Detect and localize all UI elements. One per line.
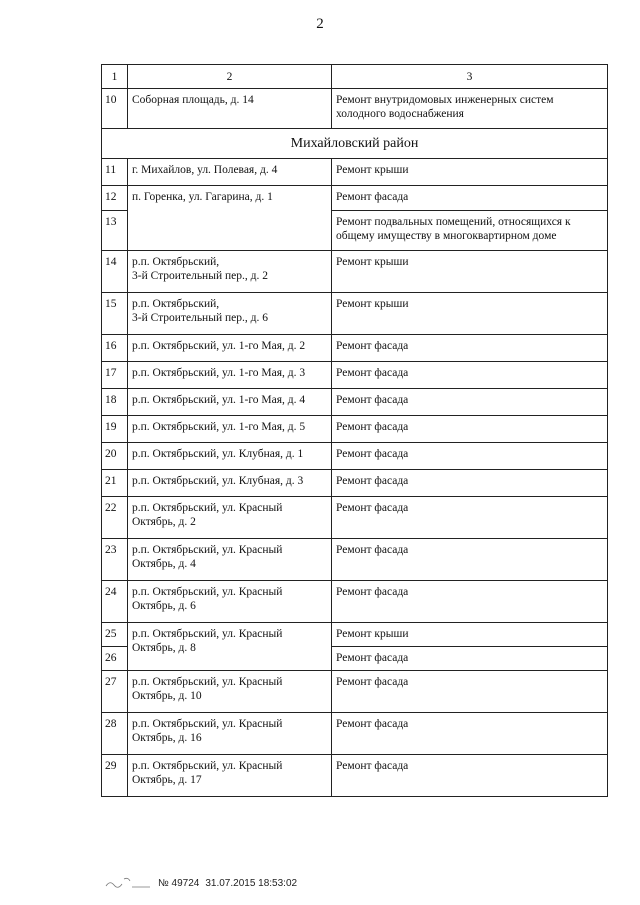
row-work: Ремонт крыши (332, 251, 608, 293)
row-address: р.п. Октябрьский, ул. Красный Октябрь, д. 17 (128, 755, 332, 797)
table-row (102, 186, 608, 211)
row-number: 16 (102, 335, 128, 362)
table-row (102, 251, 608, 293)
row-work: Ремонт фасада (332, 186, 608, 211)
row-work: Ремонт фасада (332, 647, 608, 671)
page-number: 2 (316, 16, 324, 32)
table-row (102, 713, 608, 755)
table-row (102, 335, 608, 362)
row-work: Ремонт фасада (332, 497, 608, 539)
table-row (102, 89, 608, 129)
row-work: Ремонт внутридомовых инженерных систем холодного водоснабжения (332, 89, 608, 129)
row-number: 20 (102, 443, 128, 470)
row-work: Ремонт крыши (332, 159, 608, 186)
row-number: 26 (102, 647, 128, 671)
row-address: п. Горенка, ул. Гагарина, д. 1 (128, 186, 332, 251)
row-work: Ремонт фасада (332, 416, 608, 443)
row-address: р.п. Октябрьский, ул. Красный Октябрь, д. 8 (128, 623, 332, 671)
row-number: 25 (102, 623, 128, 647)
row-address: р.п. Октябрьский, ул. Красный Октябрь, д. 4 (128, 539, 332, 581)
signature-stamp-icon (104, 876, 152, 890)
row-work: Ремонт крыши (332, 293, 608, 335)
table-row (102, 470, 608, 497)
row-address: р.п. Октябрьский, ул. 1-го Мая, д. 3 (128, 362, 332, 389)
row-address: р.п. Октябрьский, ул. Клубная, д. 1 (128, 443, 332, 470)
row-work: Ремонт подвальных помещений, относящихся к общему имуществу в многоквартирном доме (332, 211, 608, 251)
row-address: р.п. Октябрьский, ул. Клубная, д. 3 (128, 470, 332, 497)
table-row (102, 293, 608, 335)
document-datetime: 31.07.2015 18:53:02 (205, 877, 298, 889)
row-number: 13 (102, 211, 128, 251)
document-footer (104, 876, 297, 890)
row-number: 23 (102, 539, 128, 581)
row-work: Ремонт фасада (332, 470, 608, 497)
row-number: 18 (102, 389, 128, 416)
row-work: Ремонт фасада (332, 389, 608, 416)
table-row (102, 159, 608, 186)
row-number: 24 (102, 581, 128, 623)
district-row (102, 129, 608, 159)
row-work: Ремонт фасада (332, 581, 608, 623)
row-number: 10 (102, 89, 128, 129)
table-row (102, 671, 608, 713)
row-address: р.п. Октябрьский, ул. 1-го Мая, д. 5 (128, 416, 332, 443)
header-col-1: 1 (102, 65, 128, 89)
row-work: Ремонт фасада (332, 713, 608, 755)
row-work: Ремонт фасада (332, 362, 608, 389)
row-address: р.п. Октябрьский, ул. 1-го Мая, д. 4 (128, 389, 332, 416)
header-col-3: 3 (332, 65, 608, 89)
row-number: 21 (102, 470, 128, 497)
row-work: Ремонт фасада (332, 755, 608, 797)
row-address: р.п. Октябрьский, ул. Красный Октябрь, д. 6 (128, 581, 332, 623)
row-address: р.п. Октябрьский, ул. 1-го Мая, д. 2 (128, 335, 332, 362)
row-address: Соборная площадь, д. 14 (128, 89, 332, 129)
works-table (101, 64, 608, 797)
row-work: Ремонт фасада (332, 539, 608, 581)
document-number: № 49724 (158, 877, 200, 889)
row-work: Ремонт фасада (332, 443, 608, 470)
row-number: 12 (102, 186, 128, 211)
table-row (102, 497, 608, 539)
table-row (102, 443, 608, 470)
district-title: Михайловский район (102, 129, 608, 159)
row-number: 14 (102, 251, 128, 293)
row-address: р.п. Октябрьский, ул. Красный Октябрь, д. 2 (128, 497, 332, 539)
table-row (102, 389, 608, 416)
row-number: 29 (102, 755, 128, 797)
table-header-row (102, 65, 608, 89)
row-number: 15 (102, 293, 128, 335)
row-work: Ремонт фасада (332, 335, 608, 362)
row-address: р.п. Октябрьский, ул. Красный Октябрь, д. 16 (128, 713, 332, 755)
header-col-2: 2 (128, 65, 332, 89)
table-row (102, 539, 608, 581)
table-row (102, 623, 608, 647)
row-address: р.п. Октябрьский, ул. Красный Октябрь, д. 10 (128, 671, 332, 713)
table-row (102, 755, 608, 797)
row-work: Ремонт фасада (332, 671, 608, 713)
row-number: 27 (102, 671, 128, 713)
table-row (102, 362, 608, 389)
row-work: Ремонт крыши (332, 623, 608, 647)
row-address: г. Михайлов, ул. Полевая, д. 4 (128, 159, 332, 186)
row-number: 19 (102, 416, 128, 443)
table-row (102, 581, 608, 623)
row-number: 17 (102, 362, 128, 389)
row-number: 28 (102, 713, 128, 755)
row-number: 11 (102, 159, 128, 186)
row-number: 22 (102, 497, 128, 539)
row-address: р.п. Октябрьский, 3-й Строительный пер., д. 6 (128, 293, 332, 335)
table-row (102, 416, 608, 443)
row-address: р.п. Октябрьский, 3-й Строительный пер., д. 2 (128, 251, 332, 293)
